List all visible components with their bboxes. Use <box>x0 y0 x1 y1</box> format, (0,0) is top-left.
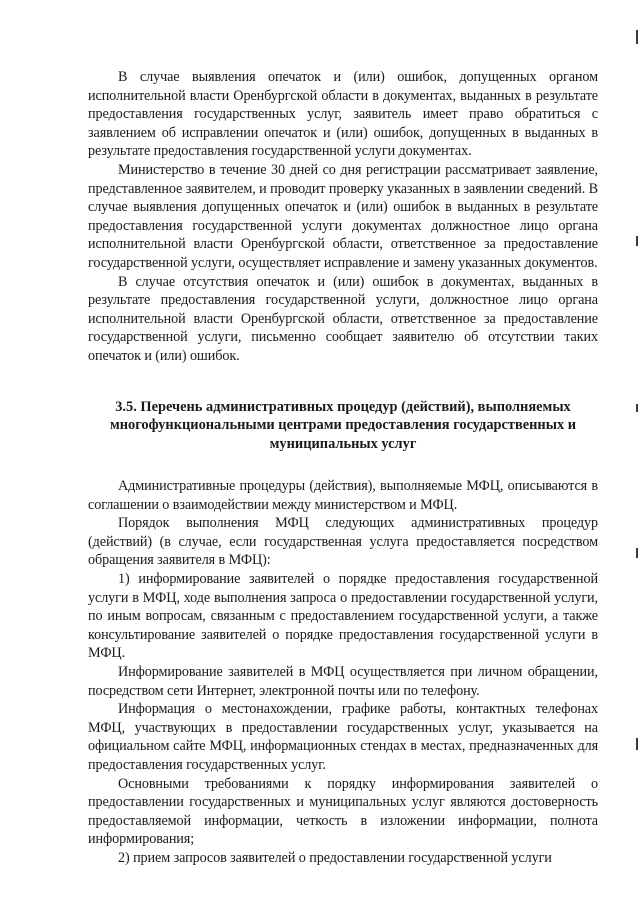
list-item-informing: 1) информирование заявителей о порядке предоставления государственной услуги в МФЦ, ходе выполнения запроса о предоставлении государственной услуги, по иным вопросам, связанным с предоставлением государственной услуги, а также консультирование заявителей о порядке предоставления государственной услуги в МФЦ. <box>88 570 598 662</box>
scan-edge-mark <box>636 738 638 750</box>
paragraph-typo-correction-right: В случае выявления опечаток и (или) ошибок, допущенных органом исполнительной власти Оренбургской области в документах, выданных в результате предоставления государственных услуг, заявитель имеет право обратиться с заявлением об исправлении опечаток и (или) ошибок, допущенных в выданных в результате предоставления государственной услуги документах. <box>88 69 598 160</box>
paragraph-informing-requirements: Основными требованиями к порядку информирования заявителей о предоставлении государственных и муниципальных услуг являются достоверность предоставляемой информации, четкость в изложении информации, полнота информирования; <box>88 775 598 848</box>
scan-edge-mark <box>636 404 638 412</box>
paragraph-ministry-review: Министерство в течение 30 дней со дня регистрации рассматривает заявление, представленное заявителем, и проводит проверку указанных в заявлении сведений. В случае выявления допущенных опечаток и (или) ошибок в выданных в результате предоставления государственной услуги документах должностное лицо органа исполнительной власти Оренбургской области, ответственное за предоставление государственной услуги, осуществляет исправление и замену указанных документов. <box>88 161 598 271</box>
paragraph-mfc-location-info: Информация о местонахождении, графике работы, контактных телефонах МФЦ, участвующих в предоставлении государственных услуг, указывается на официальном сайте МФЦ, информационных стендах в местах, предназначенных для предоставления государственных услуг. <box>88 701 598 773</box>
scan-edge-mark <box>636 236 638 246</box>
scan-edge-mark <box>636 548 638 558</box>
paragraph-no-errors-notice: В случае отсутствия опечаток и (или) ошибок в документах, выданных в результате предоставления государственной услуги, должностное лицо органа исполнительной власти Оренбургской области, ответственное за предоставление государственной услуги, письменно сообщает заявителю об отсутствии таких опечаток и (или) ошибок. <box>88 273 598 364</box>
scan-edge-mark <box>636 30 638 44</box>
paragraph-mfc-order: Порядок выполнения МФЦ следующих административных процедур (действий) (в случае, если государственная услуга предоставляется посредством обращения заявителя в МФЦ): <box>88 515 598 569</box>
paragraph-mfc-procedures: Административные процедуры (действия), выполняемые МФЦ, описываются в соглашении о взаимодействии между министерством и МФЦ. <box>88 478 598 513</box>
list-item-request-intake: 2) прием запросов заявителей о предоставлении государственной услуги <box>118 849 552 866</box>
document-page <box>88 68 598 867</box>
paragraph-informing-channels: Информирование заявителей в МФЦ осуществляется при личном обращении, посредством сети Интернет, электронной почты или по телефону. <box>88 663 598 699</box>
section-heading-3-5: 3.5. Перечень административных процедур (действий), выполняемых многофункциональными центрами предоставления государственных и муниципальных услуг <box>109 398 577 452</box>
